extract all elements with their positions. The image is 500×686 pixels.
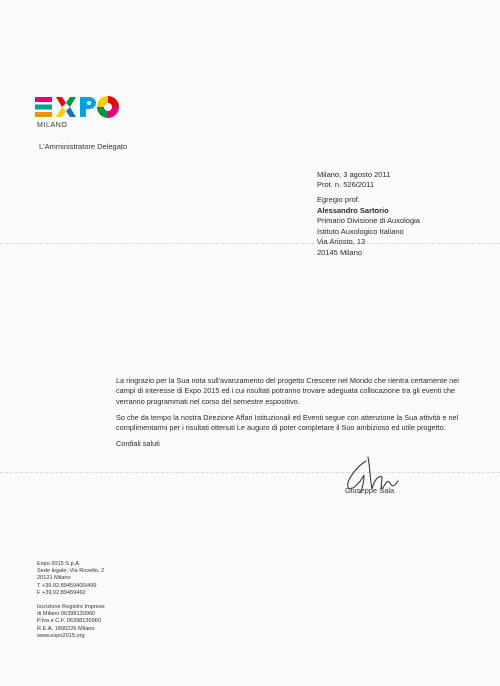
- footer-seat: Sede legale: Via Rovello, 2: [37, 568, 105, 575]
- footer-registry-2: di Milano 06398130960: [37, 611, 96, 618]
- recipient-street: Via Ariosto, 13: [317, 237, 366, 247]
- expo-logo: [35, 95, 125, 130]
- footer-rea: R.E.A. 1890226 Milano: [37, 625, 95, 632]
- footer-phone: T +39.02.89459400/499: [37, 582, 97, 589]
- recipient-position: Primario Divisione di Auxologia: [317, 216, 420, 226]
- footer-city: 20121 Milano: [37, 575, 71, 582]
- recipient-city: 20145 Milano: [317, 247, 363, 257]
- letter-body: [116, 376, 472, 456]
- company-footer: [37, 561, 105, 640]
- handwritten-signature-icon: [334, 453, 424, 503]
- recipient-salutation: Egregio prof.: [317, 195, 360, 204]
- footer-website[interactable]: www.expo2015.org: [37, 632, 85, 639]
- logo-subtitle: MILANO: [37, 122, 68, 129]
- recipient-address: [317, 195, 420, 259]
- closing-salutation: Cordiali saluti: [116, 439, 160, 449]
- protocol-number: Prot. n. 526/2011: [317, 180, 374, 189]
- date-block: [317, 170, 390, 190]
- recipient-name: Alessandro Sartorio: [317, 205, 389, 215]
- sender-role: L'Amministratore Delegato: [39, 142, 128, 151]
- expo-wordmark-icon: [35, 95, 119, 119]
- scan-line: [0, 243, 500, 244]
- body-paragraph-2: So che da tempo la nostra Direzione Affari Istituzionali ed Eventi segue con attenzione la Sua attività e nel complimentarmi per i risultati ottenuti Le auguro di poter completare il Suo ambizioso ed utile progetto.: [116, 412, 459, 433]
- footer-company: Expo 2015 S.p.A.: [37, 561, 81, 567]
- recipient-institution: Istituto Auxologico Italiano: [317, 226, 404, 236]
- footer-fax: F +39.02.89459492: [37, 589, 86, 596]
- scan-line: [0, 472, 500, 473]
- footer-registry-1: Iscrizione Registro Imprese: [37, 604, 105, 611]
- letter-date: Milano, 3 agosto 2011: [317, 170, 391, 179]
- footer-vat: P.Iva e C.F. 06398130960: [37, 618, 101, 625]
- signer-name: Giuseppe Sala: [345, 486, 395, 495]
- body-paragraph-1: La ringrazio per la Sua nota sull'avanzamento del progetto Crescere nel Mondo che rientra certamente nei campi di interesse di Expo 2015 ed i cui risultati potranno trovare adeguata collocazione tra gli eventi che verranno programmati nel corso del semestre espositivo.: [116, 376, 459, 406]
